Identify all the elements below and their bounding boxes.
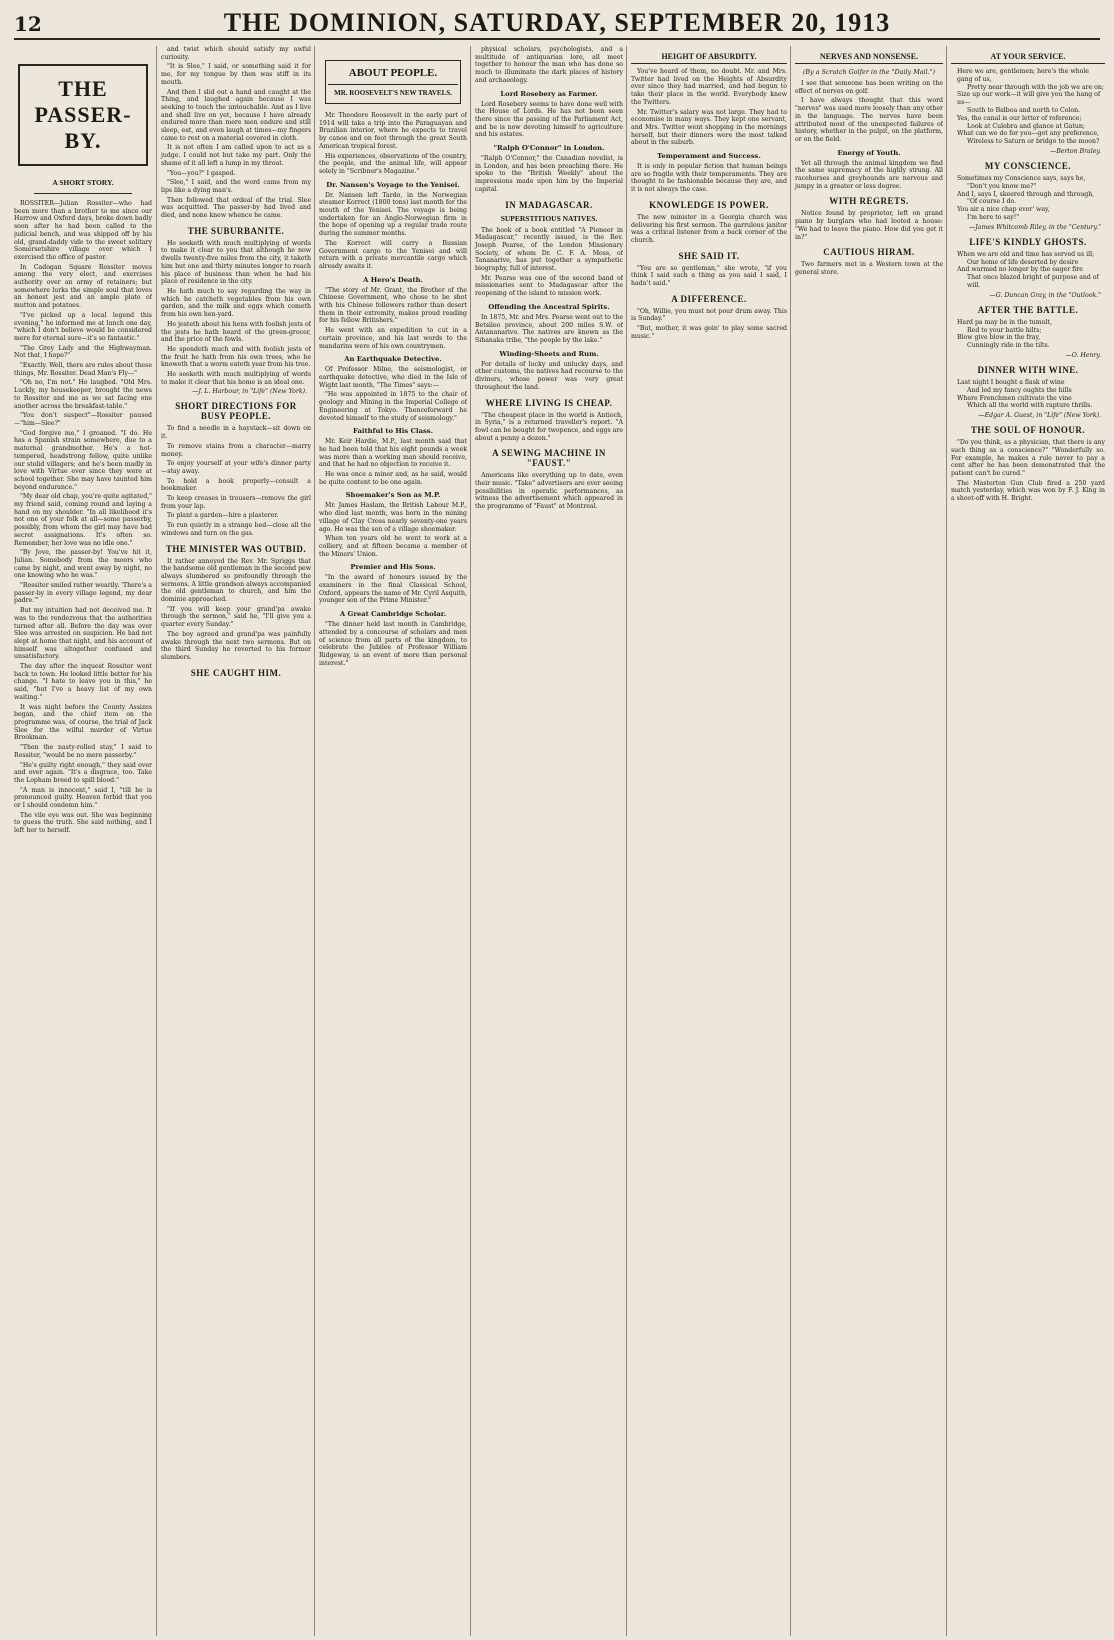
section-body — [475, 361, 623, 392]
section-body — [795, 210, 943, 241]
story-paragraph: "God forgive me," I groaned. "I do. He has a Spanish strain somewhere, due to a maternal grandmother. He's a hot-tempered, headstrong fellow, quite unlike our stolid villagers; and he's been madly in love with Virtue ever since they were at school together. She may have taunted him beyond endurance." — [14, 429, 152, 491]
knowledge-headline: KNOWLEDGE IS POWER. — [649, 199, 769, 210]
column-6 — [626, 46, 787, 1636]
direction-item: To keep creases in trousers—remove the girl from your lap. — [161, 495, 311, 510]
story-paragraph: "Slee," I said, and the word came from my lips like a dying man's. — [161, 179, 311, 194]
story-paragraph: Then followed that ordeal of the trial. Slee was acquitted. The passer-by had lived and died, and none knew whence he came. — [161, 196, 311, 220]
cheap-living-headline: WHERE LIVING IS CHEAP. — [485, 397, 613, 408]
poem-line: Our home of life deserted by desire — [967, 258, 1079, 266]
poem-attribution: —G. Duncan Gray, in the "Outlook." — [989, 291, 1101, 299]
columns — [14, 46, 1105, 1636]
article-paragraph: He spendeth much and with foolish jests of the fruit he hath from his own trees, who he knoweth that a worm eateth year from his tree. — [161, 345, 311, 369]
column-4 — [314, 46, 467, 1636]
nerves-byline: (By a Scratch Golfer in the "Daily Mail.") — [802, 68, 936, 76]
article-paragraph: You've heard of them, no doubt. Mr. and Mrs. Twitter had lived on the Heights of Absurdity ever since they had married, and had begun to take their place in the world. Everybody knew the Twitters. — [631, 68, 787, 106]
section-body — [795, 80, 943, 144]
poem-line: Pretty near through with the job we are on; — [967, 83, 1104, 91]
poem-line: And led my fancy oughts the hills — [967, 386, 1072, 394]
poem-line: That once blazed bright of purpose and of will. — [967, 274, 1099, 289]
wine-headline: DINNER WITH WINE. — [977, 364, 1079, 375]
ghosts-headline: LIFE'S KINDLY GHOSTS. — [969, 236, 1087, 247]
story-paragraph: "Rossiter smiled rather wearily. 'There's a passer-by in every village legend, my dear padre.'" — [14, 582, 152, 605]
she-said-headline: SHE SAID IT. — [678, 250, 740, 261]
article-paragraph: physical scholars, psychologists, and a multitude of antiquarian lore, all meet together to honour the man who has done so much to illuminate the dark places of history and archaeology. — [475, 46, 623, 84]
story-paragraph: "The Grey Lady and the Highwayman. Not that, I hope?" — [14, 344, 152, 360]
difference-headline: A DIFFERENCE. — [671, 293, 747, 304]
conscience-headline: MY CONSCIENCE. — [984, 160, 1072, 171]
poem-line: South to Balboa and north to Colon. — [967, 106, 1081, 114]
section-body — [795, 160, 943, 191]
article-paragraph: For details of lucky and unlucky days, and other customs, the natives had recourse to the diviners, whose power was very great throughout the land. — [475, 360, 623, 391]
article-paragraph: Yet all through the animal kingdom we find the same supremacy of the highly strung. All racehorses and greyhounds are nervous and jumpy in a greater or less degree. — [795, 159, 943, 190]
direction-item: To enjoy yourself at your wife's dinner party—stay away. — [161, 460, 311, 475]
column-7 — [790, 46, 943, 1636]
section-body — [631, 68, 787, 147]
conscience-poem — [951, 175, 1105, 222]
section-subhead: "Ralph O'Connor" in London. — [493, 144, 605, 153]
section-body — [319, 366, 467, 422]
story-paragraph: "You—you?" I gasped. — [167, 169, 236, 177]
newspaper-title: THE DOMINION, SATURDAY, SEPTEMBER 20, 1913 — [223, 8, 891, 37]
poem-line: Red to your battle hilts; — [967, 326, 1042, 334]
article-paragraph: He was once a miner and, as he said, would be quite content to be one again. — [319, 471, 467, 486]
poem-line: And warmed no longer by the eager fire — [957, 266, 1083, 274]
article-paragraph: Mr. James Haslam, the British Labour M.P., who died last month, was born in the mining village of Clay Cross nearly seventy-one years ago. He was the son of a village shoemaker. — [319, 502, 467, 533]
poem-attribution: —Berton Braley. — [1050, 147, 1101, 155]
story-end — [161, 46, 311, 220]
section-body — [319, 574, 467, 605]
section-body — [319, 621, 467, 667]
direction-item: To find a needle in a haystack—sit down on it. — [161, 425, 311, 441]
story-paragraph: In Cadogan Square Rossiter moves among the very elect, and exercises authority over an army of retainers; but somewhere lurks the simple soul that loves an honest jest and an ample plate of mutton and potatoes. — [14, 263, 152, 310]
article-paragraph: His experiences, observations of the country, the people, and the animal life, will appear solely in "Scribner's Magazine." — [319, 152, 467, 175]
section-body — [951, 439, 1105, 503]
article-paragraph: Notice found by proprietor, left on grand piano by burglars who had looted a house: "We had to leave the piano. How did you get it in?" — [795, 210, 943, 241]
page-number: 12 — [14, 12, 42, 36]
poem-attribution: —James Whitcomb Riley, in the "Century." — [969, 223, 1101, 231]
section-subhead: A Hero's Death. — [363, 275, 423, 284]
poem-line: Look at Culebra and glance at Gatun; — [967, 122, 1085, 130]
article-paragraph: "Ralph O'Connor," the Canadian novelist, is in London, and has been preaching there. He spoke to the "British Weekly" about the impressions made upon him by the Imperial capital. — [475, 155, 623, 193]
poem-line: Here we are, gentlemen; here's the whole gang of us, — [957, 68, 1089, 83]
poem-line: You air a nice chap ever' way, — [957, 206, 1050, 214]
directions-body — [161, 425, 311, 537]
about-people-subtitle: MR. ROOSEVELT'S NEW TRAVELS. — [328, 84, 458, 97]
poem-line: When we are old and time has served us ill; — [957, 250, 1095, 258]
article-paragraph: Mr. Twitter's salary was not large. They had to economise in many ways. They kept one servant, and Mrs. Twitter went shopping in the mornings herself, but their dinners were the most talked about in the suburb. — [631, 108, 787, 147]
direction-item: To plant a garden—hire a plasterer. — [167, 512, 279, 520]
about-people-headline — [325, 60, 461, 104]
section-body — [631, 265, 787, 288]
poem-attribution: —O. Henry. — [1065, 351, 1101, 359]
direction-item: To remove stains from a character—marry money. — [161, 442, 311, 458]
story-paragraph: "My dear old chap, you're quite agitated," my friend said, coming round and laying a hand on my shoulder. "In all likelihood it's not one of your folk at all—some passerby, possibly, from whom the girl may have had secret assignations. It's often so. Remember, her love was no idle one." — [14, 493, 152, 547]
hiram-headline: CAUTIOUS HIRAM. — [823, 247, 915, 258]
section-body — [631, 308, 787, 341]
article-paragraph: The book of a book entitled "A Pioneer in Madagascar," recently issued, is the Rev. Joseph Pearse, of the London Missionary Society, of whom Dr. C. F. A. Moss, of Tananarive, has put together a sympathetic biography, full of interest. — [475, 226, 623, 273]
article-paragraph: "You are so gentleman," she wrote, "if you think I said such a thing as you said I said, I hadn't said." — [631, 264, 787, 288]
story-subtitle: A SHORT STORY. — [52, 178, 114, 187]
article-paragraph: Dr. Nansen left Tardo, in the Norwegian steamer Korrect (1800 tons) last month for the mouth of the Yenisei. The voyage is being undertaken for an Anglo-Norwegian firm in the hope of opening up a regular trade route during the summer months. — [319, 191, 467, 238]
section-body — [319, 502, 467, 558]
poem-line: Blow give blow in the fray, — [957, 334, 1041, 342]
story-paragraph: It was night before the County Assizes began, and the chief item on the programme was, of course, the trial of Jack Slee for the wilful murder of Virtue Brookman. — [14, 703, 152, 742]
article-paragraph: Two farmers met in a Western town at the general store. — [795, 261, 943, 276]
section-body — [319, 438, 467, 486]
story-paragraph: "Then the nasty-rolled stay," I said to Rossiter, "would be no mere passerby." — [14, 744, 152, 759]
article-paragraph: It is only in popular fiction that human beings are so fragile with their temperaments. They are thought to be fashionable because they are, and it is not always the case. — [631, 163, 787, 194]
faust-headline: A SEWING MACHINE IN "FAUST." — [492, 448, 606, 469]
article-paragraph: "Do you think, as a physician, that there is any such thing as a conscience?" "Wonderfully so. For example, he makes a rule never to pay a cent after he has been demonstrated that the patient can't be cured." — [951, 439, 1105, 477]
section-body — [631, 214, 787, 245]
article-paragraph: "He was appointed in 1875 to the chair of geology and Mining in the Imperial College of Engineering at Tokyo. Thenceforward he devoted himself to the study of seismology." — [319, 391, 467, 422]
article-paragraph: "The story of Mr. Grant, the Brother of the Chinese Government, who chose to be shot with his Chinese followers rather than desert them in their extremity, makes proud reading for his fellow Britishers." — [319, 286, 467, 325]
suburbanite-body — [161, 240, 311, 387]
section-subhead: Offending the Ancestral Spirits. — [488, 302, 610, 311]
article-paragraph: The Masterton Gun Club fired a 250 yard match yesterday, which was won by F. J. King in a shoot-off with H. Bright. — [951, 479, 1105, 503]
column-1 — [14, 46, 152, 1636]
article-paragraph: Of Professor Milne, the seismologist, or earthquake detective, who died in the Isle of Wight last month, "The Times" says:— — [319, 366, 467, 389]
poem-line: Cunningly ride in the tilts. — [967, 342, 1050, 350]
section-subhead: Shoemaker's Son as M.P. — [345, 491, 441, 500]
section-body — [475, 155, 623, 194]
section-subhead: Lord Rosebery as Farmer. — [500, 89, 598, 98]
poem-line: And I, says I, skeered through and through, — [957, 190, 1095, 198]
article-paragraph: He seeketh with much multiplying of words to make it clear to you that although he now dwells twenty-five miles from the city, it taketh him but one and thirty minutes longer to reach his place of business than when he had his place of residence in the city. — [161, 239, 311, 286]
suburbanite-attribution: —J. L. Harbour, in "Life" (New York). — [192, 388, 307, 396]
section-subhead: An Earthquake Detective. — [344, 355, 442, 364]
directions-headline: SHORT DIRECTIONS FOR BUSY PEOPLE. — [175, 401, 297, 422]
story-paragraph: And then I slid out a hand and caught at the Thing, and laughed again because I was seeking to touch the untouchable. And as I live and shall live on yet, because I have already endured more than mere men endure and still sleep, eat, and even laugh at times—my fingers came to rest on a material covered in cloth. — [161, 88, 311, 142]
article-paragraph: I see that someone has been writing on the effect of nerves on golf. — [795, 80, 943, 95]
poem-line: Where Frenchmen cultivate the vine — [957, 394, 1072, 402]
poem-line: "Don't you know me?" — [967, 182, 1037, 190]
story-paragraph: and twist which should satisfy my awful curiosity. — [161, 46, 311, 61]
poem-line: Size up our work—it will give you the hang of us— — [957, 91, 1101, 107]
story-body — [14, 200, 152, 835]
article-paragraph: The Korrect will carry a Russian Government cargo to the Yenisei and will return with a private mercantile cargo which already awaits it. — [319, 239, 467, 270]
article-paragraph: He hath much to say regarding the way in which he catcheth vegetables from his own garden, and the milk and eggs which cometh from his own hen-yard. — [161, 287, 311, 319]
battle-headline: AFTER THE BATTLE. — [977, 304, 1079, 315]
section-body — [795, 261, 943, 276]
poem-line: Wireless to Saturn or bridge to the moon? — [967, 138, 1100, 146]
story-paragraph: "Exactly. Well, there are rules about these things, Mr. Rossiter. Dead Man's Fly—" — [14, 362, 152, 377]
madagascar-headline: IN MADAGASCAR. — [505, 199, 593, 210]
article-paragraph: It rather annoyed the Rev. Mr. Spriggs that the handsome old gentleman in the second pew always slumbered so profoundly through the sermons. A little grandson always accompanied the old gentleman to church, and him the dominie approached. — [161, 557, 311, 604]
story-paragraph: The day after the inquest Rossiter went back to town. He looked little better for his change. "I hate to leave you in this," he said, "but I've a heavy list of my own waiting." — [14, 663, 152, 701]
article-paragraph: "Oh, Willie, you must not pour drum away. This is Sunday." — [631, 307, 787, 323]
poem-line: Hard pa may be in the tumult, — [957, 318, 1052, 326]
article-paragraph: The new minister in a Georgia church was delivering his first sermon. The garrulous janitor was a critical listener from a back corner of the church. — [631, 213, 787, 244]
story-headline: THE PASSER-BY. — [18, 64, 148, 166]
regrets-headline: WITH REGRETS. — [829, 196, 909, 207]
wine-poem — [951, 379, 1105, 410]
section-subhead: A Great Cambridge Scholar. — [339, 610, 447, 619]
section-subhead: Dr. Nansen's Voyage to the Yenisei. — [326, 180, 460, 189]
poem-line: Yes, the canal is our letter of reference; — [957, 114, 1082, 122]
column-8 — [946, 46, 1105, 1636]
column-5 — [470, 46, 623, 1636]
article-paragraph: He jesteth about his hens with foolish jests of the jests he hath heard of the green-grocer, and the price of the fowls. — [161, 320, 311, 344]
section-subhead: Temperament and Success. — [657, 152, 761, 161]
section-body — [475, 412, 623, 443]
direction-item: To run quietly in a strange bed—close all the windows and turn on the gas. — [161, 522, 311, 537]
article-paragraph: Mr. Theodore Roosevelt in the early part of 1914 will take a trip into the Paraguayan and Brazilian interior, where he expects to travel by canoe and on foot through the great South American tropical forest. — [319, 112, 467, 150]
article-paragraph: "If you will keep your grand'pa awake through the sermon," said he, "I'll give you a quarter every Sunday." — [161, 605, 311, 629]
nerves-headline: NERVES AND NONSENSE. — [795, 52, 943, 64]
service-poem — [951, 68, 1105, 146]
honour-headline: THE SOUL OF HONOUR. — [970, 425, 1086, 436]
battle-poem — [951, 319, 1105, 350]
divider — [34, 193, 132, 194]
article-paragraph: "In the award of honours issued by the examiners in the final Classical School, Oxford, appears the name of Mr. Cyril Asquith, younger son of the Prime Minister." — [319, 574, 467, 605]
absurdity-headline: HEIGHT OF ABSURDITY. — [631, 52, 787, 64]
story-paragraph: "You don't suspect"—Rossiter paused—"him—Slee?" — [14, 412, 152, 427]
story-paragraph: ROSSITER—Julian Rossiter—who had been more than a brother to me since our Harrow and Oxford days, broke down badly soon after he had been called to the judicial bench, and was shipped off by his old, grand-daddy vide to the sweet solitary Somersetshire village over which I exercised the office of pastor. — [14, 200, 152, 261]
article-paragraph: "But, mother, it was goin' to play some sacred music." — [631, 325, 787, 340]
madagascar-subtitle: SUPERSTITIOUS NATIVES. — [500, 213, 598, 223]
column-3 — [156, 46, 311, 1636]
section-subhead: Faithful to His Class. — [353, 427, 433, 436]
section-body — [475, 227, 623, 298]
article-paragraph: He went with an expedition to cut in a certain province, and his last words to the mandarins were of his own countrymen. — [319, 327, 467, 350]
section-subhead: Energy of Youth. — [837, 148, 901, 157]
poem-line: "Of course I do. — [967, 198, 1017, 206]
story-paragraph: The vile eye was out. She was beginning to guess the truth. She said nothing, and I left her to herself. — [14, 811, 152, 835]
poem-line: I'm here to say!" — [967, 213, 1020, 221]
about-people-title: ABOUT PEOPLE. — [348, 67, 438, 79]
direction-item: To hold a book properly—consult a bookmaker. — [161, 477, 311, 493]
service-headline: AT YOUR SERVICE. — [951, 52, 1105, 64]
article-paragraph: In 1875, Mr. and Mrs. Pearse went out to the Betsileo province, about 200 miles S.W. of Antananarivo. The natives are known as the Sihanaka tribe, "the people by the lake." — [475, 313, 623, 344]
article-paragraph: Mr. Pearse was one of the second band of missionaries sent to Madagascar after the reopening of the island to mission work. — [475, 274, 623, 298]
masthead — [14, 8, 1100, 40]
section-subhead: Winding-Sheets and Rum. — [499, 349, 599, 358]
section-subhead: Premier and His Sons. — [350, 563, 436, 572]
poem-line: Sometimes my Conscience says, says he, — [957, 174, 1086, 182]
article-paragraph: Lord Rosebery seems to have done well with the House of Lords. He has not been seen there since the passing of the Parliament Act, and he is now devoting himself to agriculture and his estates. — [475, 100, 623, 139]
poem-line: Last night I bought a flask of wine — [957, 378, 1065, 386]
article-paragraph: Mr. Keir Hardie, M.P., last month said that he had been told that his eight pounds a week was more than a working man should receive, and that he had no objection to receive it. — [319, 438, 467, 469]
article-paragraph: "The dinner held last month in Cambridge, attended by a concourse of scholars and men of science from all parts of the kingdom, to celebrate the Jubilee of Professor William Ridgeway, is an event of more than personal interest." — [319, 621, 467, 667]
section-body — [475, 101, 623, 140]
article-paragraph: He seeketh with much multiplying of words to make it clear that his home is an ideal one. — [161, 371, 311, 386]
suburbanite-headline: THE SUBURBANITE. — [187, 225, 285, 236]
story-paragraph: "Oh no, I'm not." He laughed. "Old Mrs. Luckly, my housekeeper, brought the news to Rossiter and me as we sat facing one another across the breakfast-table." — [14, 379, 152, 410]
article-paragraph: I have always thought that this word "nerves" was used more loosely than any other in the language. The nerves have been attributed most of the unexpected failures of history, whether in the pulpit, on the platform, or on the field. — [795, 97, 943, 143]
story-paragraph: "It is Slee," I said, or something said it for me, for my tongue by then was stiff in its mouth. — [161, 63, 311, 86]
about-people-body — [319, 112, 467, 176]
article-paragraph: "The cheapest place in the world is Antioch, in Syria," is a returned traveller's report. "A fowl can be bought for twopence, and eggs are about a penny a dozen." — [475, 411, 623, 442]
poem-line: What can we do for you—got any preference, — [957, 130, 1100, 138]
article-paragraph: When ten years old he went to work at a colliery, and at fifteen became a member of the Miners' Union. — [319, 535, 467, 558]
story-paragraph: "By Jove, the passer-by! You've hit it, Julian. Somebody from the moors who came by night, and went away by night, no one knowing who he was." — [14, 549, 152, 580]
section-body — [319, 192, 467, 271]
minister-body — [161, 558, 311, 662]
section-body — [475, 46, 623, 85]
article-paragraph: The boy agreed and grand'pa was painfully awake through the next two sermons. But on the third Sunday he reverted to his former slumbers. — [161, 630, 311, 661]
section-body — [475, 472, 623, 511]
article-paragraph: Americans like everything up to date, even their music. "Take" advertisers are ever seeing possibilities in operatic performances, as witness the advertisement which appeared in the programme of "Faust" at Montreal. — [475, 472, 623, 511]
ghosts-poem — [951, 251, 1105, 290]
section-body — [631, 163, 787, 194]
poem-line: Which all the world with rapture thrills. — [967, 402, 1093, 410]
story-paragraph: It is not often I am called upon to act as a judge. I could not but take my part. Only the shame of it all left a lump in my throat. — [161, 144, 311, 167]
minister-headline: THE MINISTER WAS OUTBID. — [165, 543, 307, 554]
story-paragraph: "A man is innocent," said I, "till he is pronounced guilty. Heaven forbid that you or I should condemn him." — [14, 786, 152, 810]
section-body — [475, 314, 623, 345]
caught-headline: SHE CAUGHT HIM. — [190, 667, 282, 678]
poem-attribution: —Edgar A. Guest, in "Life" (New York). — [978, 412, 1101, 420]
story-paragraph: But my intuition had not deceived me. It was to the rendezvous that the authorities turned after all. Before the day was over Slee was arrested on suspicion. He had not slept at home that night, and his account of himself was altogether confused and unsatisfactory. — [14, 607, 152, 661]
story-paragraph: "He's guilty right enough," they said over and over again. "It's a disgrace, too. Take the Lopham breed to spill blood." — [14, 761, 152, 784]
story-paragraph: "I've picked up a local legend this evening," he informed me at lunch one day, "which I don't believe would be considered mere for eternal sure—it's so fantastic." — [14, 311, 152, 342]
section-body — [319, 287, 467, 351]
